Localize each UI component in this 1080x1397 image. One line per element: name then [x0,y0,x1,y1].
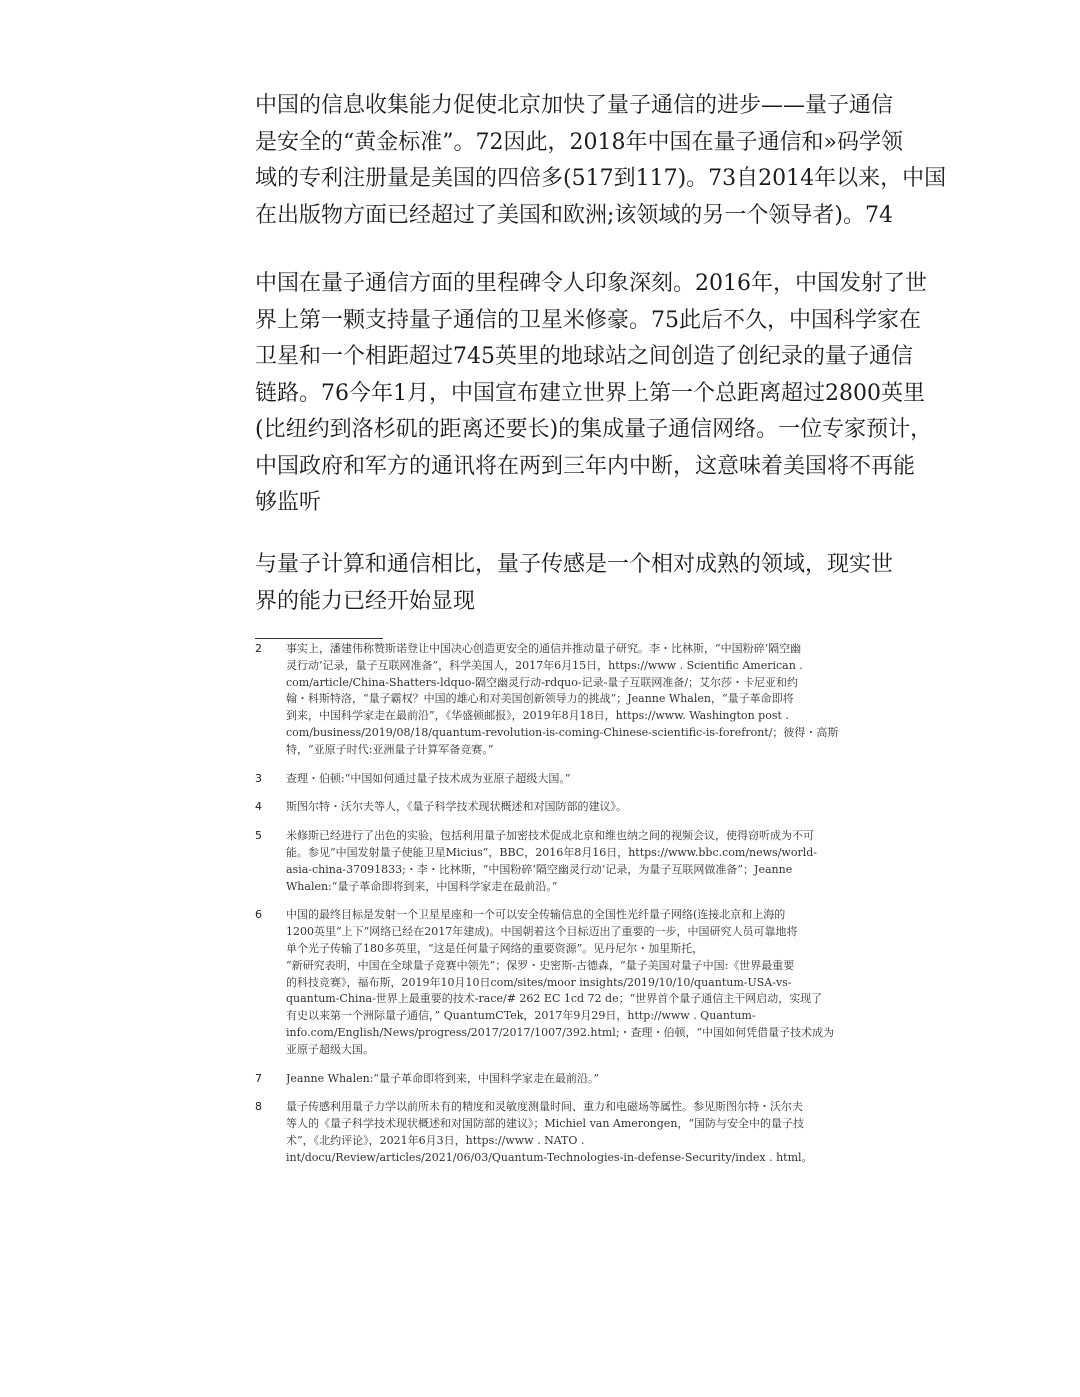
text-line: 中国在量子通信方面的里程碑令人印象深刻。2016年，中国发射了世 [255,271,927,296]
footnote-item [255,1099,895,1166]
text-line: 界的能力已经开始显现 [255,588,476,614]
footnote-number: 7 [255,1071,262,1085]
footnote-line: 量子传感利用量子力学以前所未有的精度和灵敏度测量时间、重力和电磁场等属性。参见斯图尔特・沃尔夫 [286,1100,803,1114]
footnote-line: 事实上，潘建伟称赞斯诺登让中国决心创造更安全的通信并推动量子研究。李・比林斯，“中国粉碎‘隔空幽 [286,642,802,655]
footnote-line: quantum-China-世界上最重要的技术-race/# 262 EC 1cd 72 de；“世界首个量子通信主干网启动，实现了 [286,992,823,1006]
footnote-line: 到来，中国科学家走在最前沿”，《华盛顿邮报》，2019年8月18日，https://www. Washington post . [286,709,789,723]
footnote-line: 特，“亚原子时代:亚洲量子计算军备竞赛。” [286,742,494,756]
footnote-item [255,907,895,1058]
footnote-line: 灵行动’记录，量子互联网准备”，科学美国人，2017年6月15日，https://www . Scientific American . [286,658,803,672]
footnote-line: Whalen:“量子革命即将到来，中国科学家走在最前沿。” [286,879,558,893]
text-line: 中国政府和军方的通讯将在两到三年内中断，这意味着美国将不再能 [255,453,916,479]
paragraph-quantum-milestones [255,266,955,522]
footnote-line: 等人的《量子科学技术现状概述和对国防部的建议》；Michiel van Amerongen，“国防与安全中的量子技 [286,1117,805,1131]
footnote-divider [255,638,383,639]
paragraph-quantum-communication-progress [255,88,955,234]
text-line: 链路。76今年1月，中国宣布建立世界上第一个总距离超过2800英里 [255,380,925,406]
footnote-number: 3 [255,771,262,785]
text-line: 中国的信息收集能力促使北京加快了量子通信的进步——量子通信 [255,93,894,118]
footnote-line: 的科技竞赛》，福布斯，2019年10月10日com/sites/moor insights/2019/10/10/quantum-USA-vs- [286,975,792,989]
text-line: 界上第一颗支持量子通信的卫星米修豪。75此后不久，中国科学家在 [255,307,921,333]
footnote-line: int/docu/Review/articles/2021/06/03/Quantum-Technologies-in-defense-Security/index . html。 [286,1150,813,1164]
footnote-number: 4 [255,800,262,814]
footnote-line: Jeanne Whalen:“量子革命即将到来，中国科学家走在最前沿。” [286,1071,600,1085]
text-line: 卫星和一个相距超过745英里的地球站之间创造了创纪录的量子通信 [255,344,913,369]
text-line: 域的专利注册量是美国的四倍多(517到117)。73自2014年以来，中国 [255,166,947,191]
footnote-line: “新研究表明，中国在全球量子竞赛中领先”；保罗・史密斯-古德森，“量子美国对量子中国:《世界最重要 [286,958,795,972]
footnote-line: com/article/China-Shatters-ldquo-隔空幽灵行动-rdquo-记录-量子互联网准备/；艾尔莎・卡尼亚和约 [286,675,799,689]
footnote-line: info.com/English/News/progress/2017/2017/1007/392.html;・查理・伯顿，“中国如何凭借量子技术成为 [286,1025,835,1039]
footnote-line: 翰・科斯特洛，“量子霸权？中国的雄心和对美国创新领导力的挑战”；Jeanne Whalen，“量子革命即将 [286,692,794,706]
footnote-line: 亚原子超级大国。 [286,1042,374,1056]
footnote-line: 有史以来第一个洲际量子通信，” QuantumCTek，2017年9月29日，http://www . Quantum- [286,1009,756,1023]
text-line: 与量子计算和通信相比，量子传感是一个相对成熟的领域，现实世 [255,552,894,577]
footnote-line: 术”，《北约评论》，2021年6月3日，https://www . NATO . [286,1133,585,1147]
footnote-number: 2 [255,642,262,655]
text-line: 是安全的“黄金标准”。72因此，2018年中国在量子通信和»码学领 [255,129,903,155]
footnote-line: com/business/2019/08/18/quantum-revolution-is-coming-Chinese-scientific-is-forefront/；彼得・高斯 [286,725,839,739]
footnote-line: 查理・伯顿:“中国如何通过量子技术成为亚原子超级大国。” [286,771,571,785]
footnote-item [255,1071,895,1088]
footnote-line: 1200英里“上下”网络已经在2017年建成)。中国朝着这个目标迈出了重要的一步，中国研究人员可靠地将 [286,925,798,939]
footnote-number: 5 [255,829,262,843]
footnote-item [255,799,895,816]
text-line: 够监听 [255,490,322,515]
footnote-line: 中国的最终目标是发射一个卫星星座和一个可以安全传输信息的全国性光纤量子网络(连接北京和上海的 [286,908,786,922]
text-line: (比纽约到洛杉矶的距离还要长)的集成量子通信网络。一位专家预计， [255,417,933,442]
footnote-line: 能。参见“中国发射量子使能卫星Micius”，BBC，2016年8月16日，https://www.bbc.com/news/world- [286,845,817,859]
footnote-number: 8 [255,1100,262,1114]
footnote-line: 米修斯已经进行了出色的实验，包括利用量子加密技术促成北京和维也纳之间的视频会议，使得窃听成为不可 [286,829,814,843]
footnote-line: 斯图尔特・沃尔夫等人，《量子科学技术现状概述和对国防部的建议》。 [286,800,627,814]
footnote-item [255,828,895,895]
footnote-line: 单个光子传输了180多英里，“这是任何量子网络的重要资源”。见丹尼尔・加里斯托， [286,941,704,955]
footnote-item [255,641,895,759]
footnote-number: 6 [255,908,262,922]
footnote-item [255,771,895,788]
footnotes [255,641,895,1179]
paragraph-quantum-sensing [255,547,955,620]
footnote-line: asia-china-37091833;・李・比林斯，“中国粉碎‘隔空幽灵行动’记录，为量子互联网做准备”；Jeanne [286,862,793,876]
text-line: 在出版物方面已经超过了美国和欧洲;该领域的另一个领导者)。74 [255,202,893,228]
